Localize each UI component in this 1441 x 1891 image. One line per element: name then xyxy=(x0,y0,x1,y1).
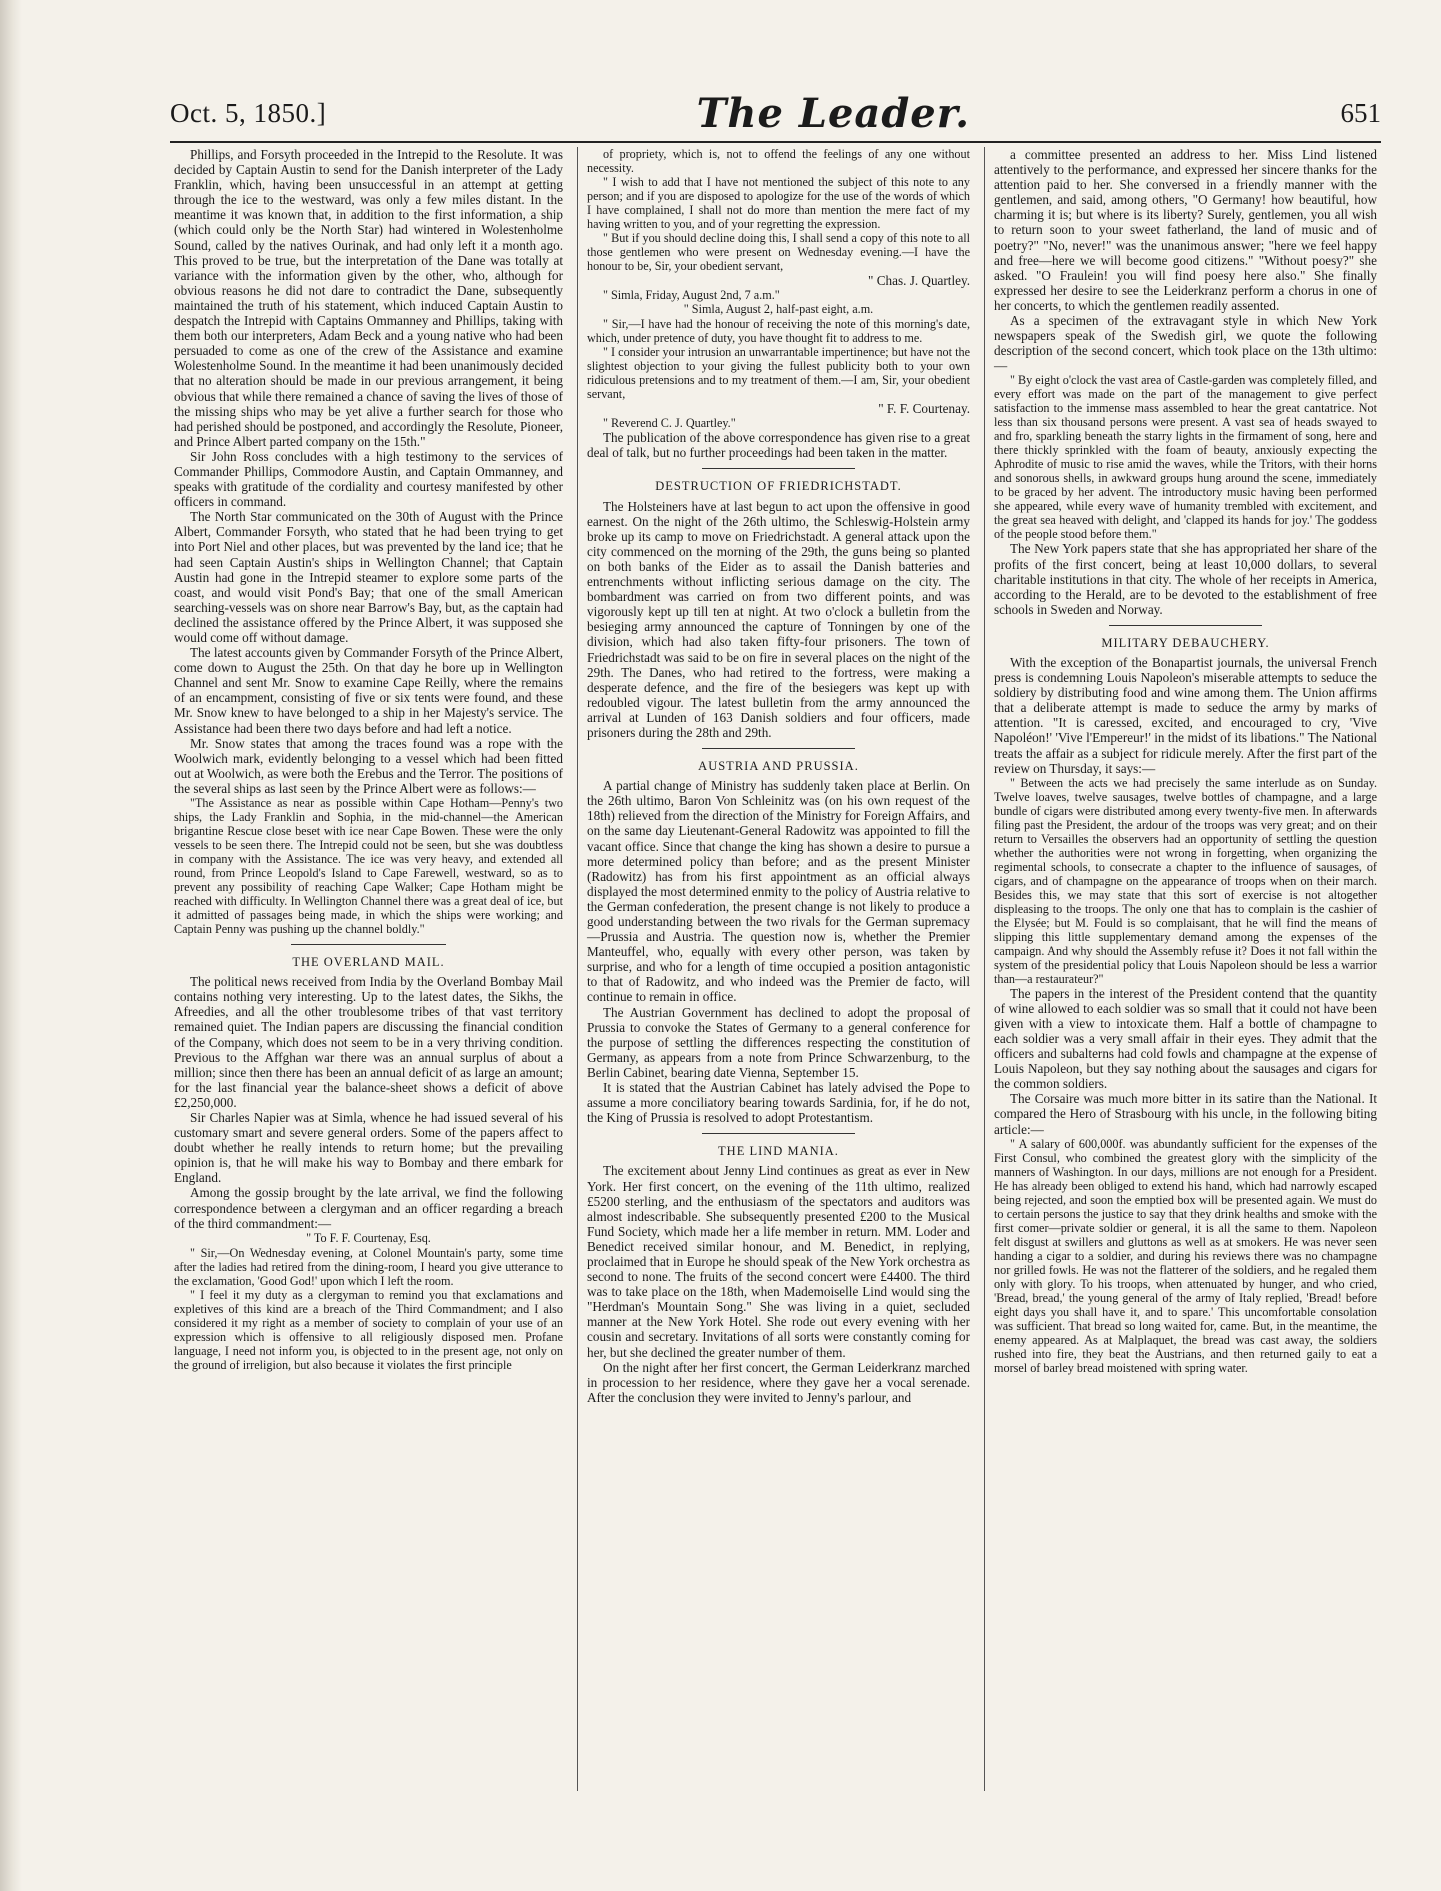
paragraph: The Austrian Government has declined to adopt the proposal of Prussia to convoke the States of Germany to a general conference for the purpose of settling the differences respecting the constitution of Germany, as appears from a note from Prince Schwarzenburg, to the Berlin Cabinet, bearing date Vienna, September 15. xyxy=(587,1004,970,1080)
issue-date: Oct. 5, 1850.] xyxy=(170,97,327,128)
paragraph: On the night after her first concert, the German Leiderkranz marched in procession to her residence, where they gave her a vocal serenade. After the conclusion they were invited to Jenny's parlour, and xyxy=(587,1359,970,1405)
quoted-paragraph: " By eight o'clock the vast area of Castle-garden was completely filled, and every effort was made on the part of the management to give perfect satisfaction to the immense mass assembled to hear the great cantatrice. Not less than six thousand persons were present. A vast sea of heads swayed to and fro, sparkling beneath the starry lights in the firmament of song, here and there thickly sprinkled with the foam of beauty, anxiously expecting the Aphrodite of music to rise amid the waves, while the Tritors, with their horns and sonorous shells, in awkward groups hung around the scene, immediately to be graced by her advent. The introductory music having been performed she appeared, while every wave of humanity trembled with excitement, and the great sea heaved with delight, and 'clapped its hands for joy.' The goddess of the people stood before them." xyxy=(994,373,1377,542)
section-divider xyxy=(702,468,855,469)
letter-address: " Reverend C. J. Quartley." xyxy=(603,416,736,431)
column-2 xyxy=(577,147,974,1791)
masthead xyxy=(170,88,1381,138)
paragraph: The Holsteiners have at last begun to act upon the offensive in good earnest. On the night of the 26th ultimo, the Schleswig-Holstein army broke up its camp to move on Friedrichstadt. A general attack upon the city commenced on the morning of the 29th, the guns being so planted on both banks of the Eider as to assail the Danish batteries and entrenchments without inflicting serious damage on the city. The bombardment was carried on from two different points, and was vigorously kept up till ten at night. At two o'clock a bulletin from the besieging army announced the capture of Tonningen by one of the division, which had also taken fifty-four prisoners. The town of Friedrichstadt was said to be on fire in several places on the night of the 29th. The Danes, who had retired to the fortress, were making a desperate defence, and the fire of the besiegers was kept up with redoubled vigour. The latest bulletin from the army announced the arrival at Lunden of 163 Danish soldiers and four officers, made prisoners during the 28th and 29th. xyxy=(587,498,970,740)
paragraph: Phillips, and Forsyth proceeded in the Intrepid to the Resolute. It was decided by Captain Austin to send for the Danish interpreter of the Lady Franklin, which, having been unsuccessful in an attempt at getting through the ice to the westward, was only a few miles distant. In the meantime it was known that, in addition to the first information, a ship (which could only be the North Star) had wintered in Wolestenholme Sound, called by the natives Ourinak, and had only left it a month ago. This proved to be true, but the interpretation of the Dane was totally at variance with the information given by the other, who, although for obvious reasons he did not dare to contradict the Dane, subsequently maintained the truth of his statement, which induced Captain Austin to despatch the Intrepid with Captains Ommanney and Phillips, taking with them both our interpreters, Adam Beck and a young native who had been persuaded to come as one of the crew of the Assistance and examine Wolestenholme Sound. In the meantime it had been unanimously decided that no alteration should be made in our previous arrangement, it being obvious that while there remained a chance of saving the lives of those of the missing ships who may be yet alive a further search for those who had perished should be postponed, and accordingly the Resolute, Pioneer, and Prince Albert parted company on the 15th." xyxy=(174,147,563,449)
quoted-paragraph: " Sir,—I have had the honour of receiving the note of this morning's date, which, under pretence of duty, you have thought fit to address to me. xyxy=(587,317,970,346)
letter-dateline: " Simla, Friday, August 2nd, 7 a.m." xyxy=(603,288,780,303)
heading-destruction-friedrichstadt: DESTRUCTION OF FRIEDRICHSTADT. xyxy=(655,479,902,494)
letter-signature: " F. F. Courtenay. xyxy=(878,401,970,417)
quoted-paragraph: " A salary of 600,000f. was abundantly sufficient for the expenses of the First Consul, who combined the greatest glory with the simplicity of the manners of Washington. In our days, millions are not enough for a President. He has already been obliged to extend his hand, which had narrowly escaped being rejected, and soon the emptied box will be presented again. We must do to certain persons the justice to say that they drink healths and smoke with the first comer—private soldier or general, it is all the same to them. Napoleon felt disgust at swillers and gluttons as well as at smokers. He was never seen handing a cigar to a soldier, and during his reviews there was no champagne nor grilled fowls. He was not the flatterer of the soldiers, and he regaled them only with glory. To his troops, when attenuated by hunger, and who cried, 'Bread, bread,' the young general of the army of Italy replied, 'Bread! before eight days you shall have it, and to spare.' This uncomfortable consolation was sufficient. That bread so long waited for, came. But, in the meantime, the enemy appeared. As at Malplaquet, the bread was cast away, the soldiers rushed into fire, they beat the Austrians, and then returned gaily to eat a morsel of barley bread moistened with spring water. xyxy=(994,1136,1377,1375)
article-columns xyxy=(170,147,1381,1791)
paragraph: Among the gossip brought by the late arrival, we find the following correspondence between a clergyman and an officer regarding a breach of the third commandment:— xyxy=(174,1185,563,1231)
section-divider xyxy=(702,748,855,749)
paragraph: It is stated that the Austrian Cabinet has lately advised the Pope to assume a more conciliatory bearing towards Sardinia, for, if he do not, the King of Prussia is resolved to adopt Protestantism. xyxy=(587,1080,970,1126)
quoted-paragraph: of propriety, which is, not to offend the feelings of any one without necessity. xyxy=(587,147,970,175)
column-3 xyxy=(984,147,1381,1791)
paragraph: The Corsaire was much more bitter in its satire than the National. It compared the Hero of Strasbourg with his uncle, in the following biting article:— xyxy=(994,1091,1377,1137)
column-1 xyxy=(170,147,567,1791)
letter-dateline: " Simla, August 2, half-past eight, a.m. xyxy=(683,302,874,317)
page-binding-edge xyxy=(0,0,22,1891)
paragraph: As a specimen of the extravagant style in which New York newspapers speak of the Swedish girl, we quote the following description of the second concert, which took place on the 13th ultimo:— xyxy=(994,313,1377,374)
heading-military-debauchery: MILITARY DEBAUCHERY. xyxy=(1101,635,1270,650)
section-divider xyxy=(291,944,447,945)
paragraph: a committee presented an address to her. Miss Lind listened attentively to the performance, and expressed her sincere thanks for the attention paid to her. She conversed in a friendly manner with the gentlemen, and said, among others, "O Germany! how beautiful, how charming it is; but where is its liberty? Surely, gentlemen, you all wish to return soon to your sweet fatherland, the land of music and of poetry?" "No, never!" was the unanimous answer; "here we feel happy and free—here we will become good citizens." "Without poesy?" she asked. "O Fraulein! you will find poesy here also." She finally expressed her desire to see the Leiderkranz perform a chorus in one of her concerts, to which the gentlemen readily assented. xyxy=(994,147,1377,313)
quoted-paragraph: "The Assistance as near as possible within Cape Hotham—Penny's two ships, the Lady Franklin and Sophia, in the mid-channel—the American brigantine Rescue close beset with ice near Cape Bowen. These were the only vessels to be seen there. The Intrepid could not be seen, but she was doubtless in company with the Assistance. The ice was very heavy, and extended all round, from Prince Leopold's Island to Cape Farewell, westward, so as to prevent any possibility of reaching Cape Walker; Cape Hotham might be reached with difficulty. In Wellington Channel there was a great deal of ice, but it admitted of passages being made, in which the ships were working; and Captain Penny was pushing up the channel boldly." xyxy=(174,796,563,937)
paragraph: The New York papers state that she has appropriated her share of the profits of the first concert, being at least 10,000 dollars, to several charitable institutions in that city. The whole of her receipts in America, according to the Herald, are to be devoted to the establishment of free schools in Sweden and Norway. xyxy=(994,541,1377,617)
quoted-paragraph: " I consider your intrusion an unwarrantable impertinence; but have not the slightest objection to your giving the fullest publicity both to your own ridiculous pretensions and to my treatment of them.—I am, Sir, your obedient servant, xyxy=(587,345,970,402)
paragraph: The excitement about Jenny Lind continues as great as ever in New York. Her first concert, on the evening of the 11th ultimo, realized £5200 sterling, and the enthusiasm of the spectators and auditors was almost indescribable. She subsequently presented £200 to the Musical Fund Society, which made her a life member in return. MM. Loder and Benedict received similar honour, and M. Benedict, in replying, proclaimed that in Europe he should speak of the New York orchestra as second to none. The fruits of the second concert were £4400. The third was to take place on the 18th, when Mademoiselle Lind would sing the "Herdman's Mountain Song." She was living in a quiet, secluded manner at the New York Hotel. She rode out every evening with her cousin and secretary. Invitations of all sorts were constantly coming for her, but she declined the greater number of them. xyxy=(587,1163,970,1360)
letter-address: " To F. F. Courtenay, Esq. xyxy=(306,1230,431,1245)
heading-austria-prussia: AUSTRIA AND PRUSSIA. xyxy=(698,759,859,774)
paragraph: Sir Charles Napier was at Simla, whence he had issued several of his customary smart and severe general orders. Some of the papers affect to doubt whether he really intends to return home; but the prevailing opinion is, that he will make his way to Bombay and there embark for England. xyxy=(174,1109,563,1186)
paragraph: The papers in the interest of the President contend that the quantity of wine allowed to each soldier was so small that it could not have been given with a view to intoxicate them. Half a bottle of champagne to each soldier was a very small affair in their eyes. They admit that the officers and subalterns had cold fowls and champagne at the expense of Louis Napoleon, but they say nothing about the sausages and cigars for the common soldiers. xyxy=(994,985,1377,1092)
paragraph: Sir John Ross concludes with a high testimony to the services of Commander Phillips, Commodore Austin, and Captain Ommanney, and speaks with gratitude of the cordiality and courtesy manifested by other officers in command. xyxy=(174,448,563,510)
section-divider xyxy=(1109,625,1262,626)
heading-lind-mania: THE LIND MANIA. xyxy=(718,1144,839,1159)
paragraph: The North Star communicated on the 30th of August with the Prince Albert, Commander Forsyth, who stated that he had been trying to get into Port Niel and other places, but was prevented by the land ice; that he had seen Captain Austin's ships in Wellington Channel; that Captain Austin had gone in the Intrepid steamer to explore some parts of the coast, and would visit Pond's Bay; that one of the small American searching-vessels was on shore near Barrow's Bay, but, as the captain had declined the assistance offered by the Prince Albert, it was supposed she would come off without damage. xyxy=(174,509,563,645)
page-number: 651 xyxy=(1340,97,1381,128)
newspaper-title: The Leader. xyxy=(696,89,971,137)
letter-signature: " Chas. J. Quartley. xyxy=(868,273,970,288)
quoted-paragraph: " I feel it my duty as a clergyman to remind you that exclamations and expletives of this kind are a breach of the Third Commandment; and I also considered it my right as a member of society to complain of your use of an expression which is offensive to all religiously disposed men. Profane language, I need not inform you, is objected to in the present age, not only on the ground of irreligion, but also because it violates the first principle xyxy=(174,1287,563,1372)
paragraph: With the exception of the Bonapartist journals, the universal French press is condemning Louis Napoleon's miserable attempts to seduce the soldiery by distributing food and wine among them. The Union affirms that a deliberate attempt is made to seduce the army by marks of attention. "It is caressed, excited, and encouraged to cry, 'Vive Napoléon!' 'Vive l'Empereur!' in the midst of its libations." The National treats the affair as a subject for ridicule merely. After the first part of the review on Thursday, it says:— xyxy=(994,654,1377,776)
paragraph: Mr. Snow states that among the traces found was a rope with the Woolwich mark, evidently belonging to a vessel which had been fitted out at Woolwich, as were both the Erebus and the Terror. The positions of the several ships as last seen by the Prince Albert were as follows:— xyxy=(174,735,563,796)
quoted-paragraph: " Between the acts we had precisely the same interlude as on Sunday. Twelve loaves, twelve sausages, twelve bottles of champagne, and a large bundle of cigars were distributed among every twenty-five men. In afterwards filing past the President, the ardour of the troops was very great; and on their return to Versailles the observers had an opportunity of settling the question whether the authorities were not wrong in forgetting, when organizing the regimental schools, to consecrate a chapter to the influence of sausages, of cigars, and of champagne on the appearance of troops when on their march. Besides this, we may state that this sort of exercise is not altogether displeasing to the troops. The only one that has to complain is the cashier of the Elysée; but M. Fould is so complaisant, that he will find the means of slipping this little supplementary demand among the expenses of the campaign. And why should the Assembly refuse it? Does it not fall within the system of the presidential policy that Louis Napoleon should be less a warrior than—a restaurateur?" xyxy=(994,775,1377,986)
paragraph: A partial change of Ministry has suddenly taken place at Berlin. On the 26th ultimo, Baron Von Schleinitz was (on his own request of the 18th) relieved from the direction of the Ministry for Foreign Affairs, and on the same day Lieutenant-General Radowitz was appointed to fill the vacant office. Since that change the king has shown a desire to pursue a more determined policy than before; and as the present Minister (Radowitz) has from his first appointment as an official always displayed the most determined enmity to the policy of Austria relative to the German confederation, the present change is not likely to produce a good understanding between the two rivals for the German supremacy—Prussia and Austria. The question now is, whether the Premier Manteuffel, who, equally with every other person, was taken by surprise, and who for a length of time occupied a position antagonistic to that of Radowitz, and who indeed was the Premier de facto, will continue to remain in office. xyxy=(587,778,970,1005)
masthead-rule xyxy=(170,141,1381,143)
quoted-paragraph: " I wish to add that I have not mentioned the subject of this note to any person; and if you are disposed to apologize for the use of the words of which I have complained, I shall not do more than mention the mere fact of my having written to you, and of your regretting the expression. xyxy=(587,175,970,231)
quoted-paragraph: " But if you should decline doing this, I shall send a copy of this note to all those gentlemen who were present on Wednesday evening.—I have the honour to be, Sir, your obedient servant, xyxy=(587,231,970,273)
heading-overland-mail: THE OVERLAND MAIL. xyxy=(292,955,445,970)
quoted-paragraph: " Sir,—On Wednesday evening, at Colonel Mountain's party, some time after the ladies had retired from the dining-room, I heard you give utterance to the exclamation, 'Good God!' upon which I left the room. xyxy=(174,1245,563,1288)
paragraph: The political news received from India by the Overland Bombay Mail contains nothing very interesting. Up to the latest dates, the Sikhs, the Afreedies, and all the other troublesome tribes of that vast territory remained quiet. The Indian papers are discussing the financial condition of the Company, which does not seem to be in a very thriving condition. Previous to the Affghan war there was an annual surplus of about a million; since then there has been an annual deficit of as large an amount; for the last financial year the balance-sheet shows a deficit of above £2,250,000. xyxy=(174,974,563,1110)
paragraph: The publication of the above correspondence has given rise to a great deal of talk, but no further proceedings had been taken in the matter. xyxy=(587,430,970,461)
paragraph: The latest accounts given by Commander Forsyth of the Prince Albert, come down to August the 25th. On that day he bore up in Wellington Channel and sent Mr. Snow to examine Cape Reilly, where the remains of an encampment, consisting of five or six tents were found, and these Mr. Snow knew to have belonged to a ship in her Majesty's service. The Assistance had been there two days before and had left a notice. xyxy=(174,645,563,736)
section-divider xyxy=(702,1133,855,1134)
